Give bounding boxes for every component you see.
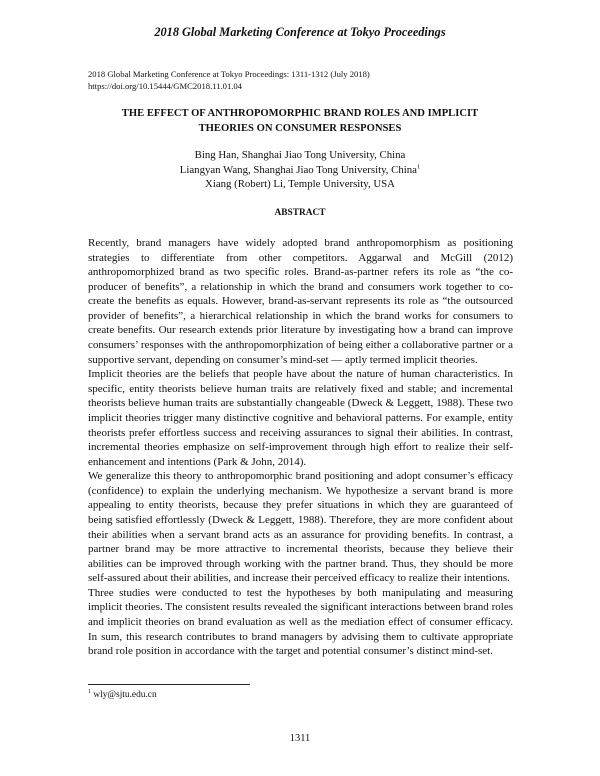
abstract-paragraph: Implicit theories are the beliefs that people have about the nature of human characteristics. In specific, entity theorists believe human traits are relatively fixed and stable; and incremental theorists believe human traits are substantially changeable (Dweck & Leggett, 1988). These two implicit theories trigger many distinctive cognitive and behavioral patterns. For example, entity theorists prefer effortless success and receiving assurances to signal their abilities. In contrast, incremental theories emphasize on self-improvement through high effort to realize their self-enhancement and intentions (Park & John, 2014).	[88, 368, 513, 468]
author-text: Liangyan Wang, Shanghai Jiao Tong University, China	[179, 163, 417, 176]
page-number: 1311	[289, 733, 311, 744]
author-text: Xiang (Robert) Li, Temple University, USA	[205, 178, 395, 191]
author-line	[88, 163, 512, 178]
footnote-email[interactable]: wly@sjtu.edu.cn	[93, 690, 157, 700]
author-text: Bing Han, Shanghai Jiao Tong University, China	[194, 149, 406, 161]
author-line	[88, 148, 512, 163]
abstract-paragraph: We generalize this theory to anthropomorphic brand positioning and adopt consumer’s efficacy (confidence) to explain the underlying mechanism. We hypothesize a servant brand is more appealing to entity theorists, because they prefer situations in which they are guaranteed of being satisfied effortlessly (Dweck & Leggett, 1988). Therefore, they are more confident about their abilities when a servant brand acts as an assurance for providing benefits. In contrast, a partner brand may be more attractive to incremental theorists, because they believe their abilities can be improved through working with the partner brand. Thus, they should be more self-assured about their abilities, and increase their perceived efficacy to realize their intentions.	[88, 470, 513, 585]
footnote-mark: 1	[88, 688, 91, 695]
author-list	[88, 148, 512, 192]
paper-title-line: THEORIES ON CONSUMER RESPONSES	[198, 123, 402, 134]
footnote	[88, 690, 157, 700]
paper-title	[88, 106, 512, 136]
abstract-paragraph: Recently, brand managers have widely adopted brand anthropomorphism as positioning strategies to differentiate from other competitors. Aggarwal and McGill (2012) anthropomorphized brand as two specific roles. Brand-as-partner refers its role as “the co-producer of benefits”, a relationship in which the brand and consumers work together to co-create the benefits as equals. However, brand-as-servant represents its role as “the outsourced provider of benefits”, a hierarchical relationship in which the brand works for consumers to create benefits. Our research extends prior literature by investigating how a brand can improve consumers’ responses with the anthropomorphization of being either a collaborative partner or a supportive servant, depending on consumer’s mind-set — aptly termed implicit theories.	[88, 237, 513, 366]
doi-link[interactable]: https://doi.org/10.15444/GMC2018.11.01.04	[88, 80, 242, 91]
citation-line: 2018 Global Marketing Conference at Tokyo Proceedings: 1311-1312 (July 2018)	[88, 69, 370, 79]
citation-block	[88, 69, 370, 93]
author-line	[88, 177, 512, 192]
running-header-title: 2018 Global Marketing Conference at Tokyo Proceedings	[154, 25, 446, 39]
abstract-body	[88, 236, 513, 659]
abstract-paragraph: Three studies were conducted to test the hypotheses by both manipulating and measuring implicit theories. The consistent results revealed the significant interactions between brand roles and implicit theories on brand evaluation as well as the mediation effect of consumer efficacy. In sum, this research contributes to brand managers by advising them to cultivate appropriate brand role position in accordance with the target and potential consumer’s distinct mind-set.	[88, 586, 513, 658]
footnote-marker: 1	[416, 163, 421, 171]
paper-title-line: THE EFFECT OF ANTHROPOMORPHIC BRAND ROLES AND IMPLICIT	[121, 108, 479, 119]
abstract-heading: ABSTRACT	[274, 208, 326, 218]
footnote-divider	[88, 684, 250, 685]
